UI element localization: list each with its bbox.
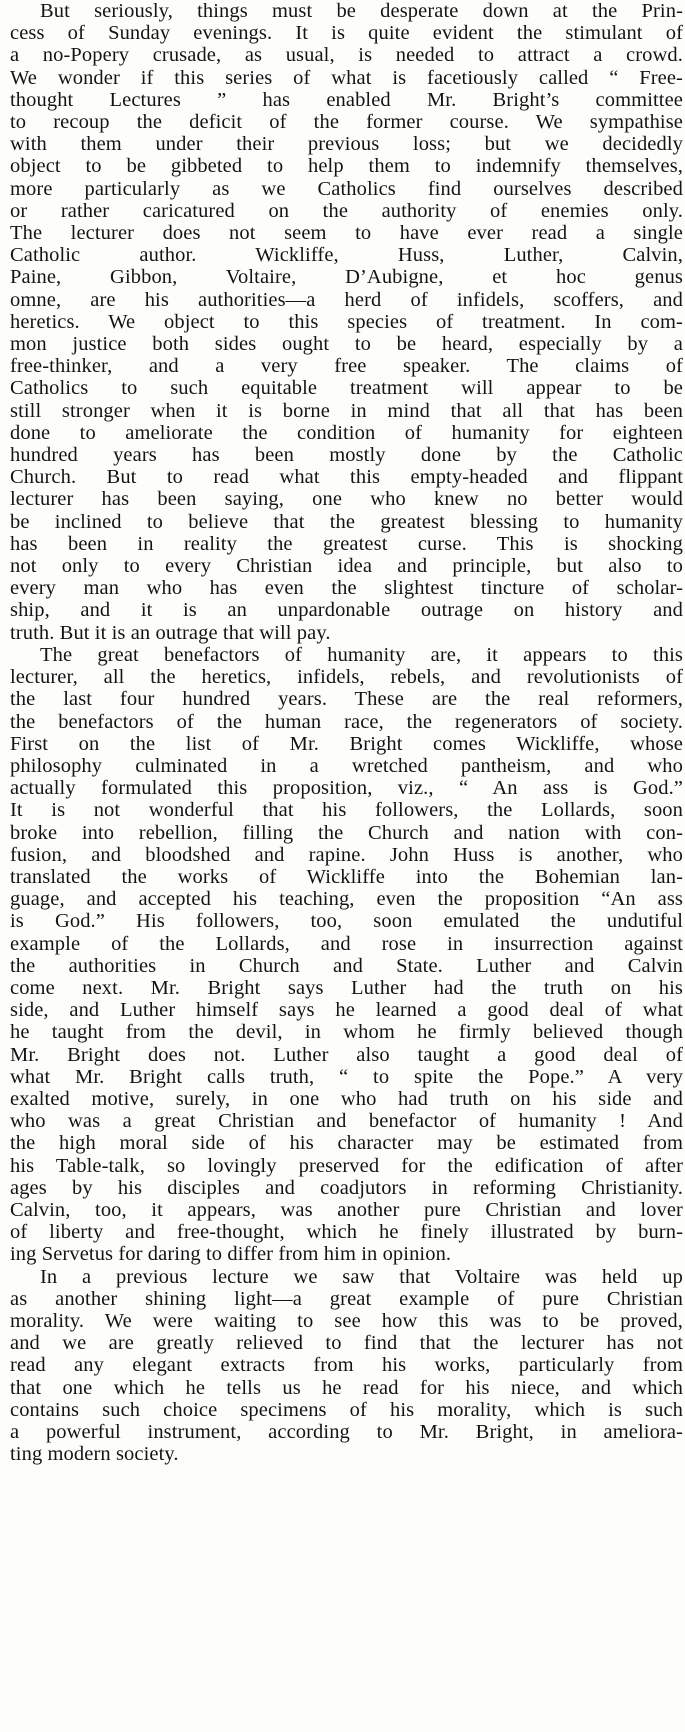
text-line: lecturer has been saying, one who knew no better would (10, 488, 683, 511)
text-line: In a previous lecture we saw that Voltaire was held up (40, 1265, 683, 1288)
text-line: as another shining light—a great example of pure Christian (10, 1287, 683, 1310)
text-line: come next. Mr. Bright says Luther had the truth on his (10, 976, 683, 999)
text-line: The great benefactors of humanity are, it appears to this (40, 643, 683, 666)
text-line: hundred years has been mostly done by the Catholic (10, 444, 683, 467)
text-line: exalted motive, surely, in one who had truth on his side and (10, 1087, 683, 1110)
text-line: he taught from the devil, in whom he firmly believed though (10, 1021, 683, 1044)
text-line: It is not wonderful that his followers, the Lollards, soon (10, 799, 683, 822)
text-line: side, and Luther himself says he learned a good deal of what (10, 999, 683, 1022)
text-line: Mr. Bright does not. Luther also taught a good deal of (10, 1043, 683, 1066)
text-line: with them under their previous loss; but we decidedly (10, 133, 683, 156)
text-line: Catholics to such equitable treatment will appear to be (10, 377, 683, 400)
text-line: Church. But to read what this empty-headed and flippant (10, 466, 683, 489)
text-line: Catholic author. Wickliffe, Huss, Luther, Calvin, (10, 244, 683, 267)
text-line: be inclined to believe that the greatest blessing to humanity (10, 510, 683, 533)
text-line: ages by his disciples and coadjutors in reforming Christianity. (10, 1176, 683, 1199)
text-line: philosophy culminated in a wretched pantheism, and who (10, 754, 683, 777)
text-line: what Mr. Bright calls truth, “ to spite the Pope.” A very (10, 1065, 683, 1088)
text-line: fusion, and bloodshed and rapine. John Huss is another, who (10, 843, 683, 866)
text-line: ting modern society. (10, 1443, 179, 1466)
text-line: read any elegant extracts from his works, particularly from (10, 1354, 683, 1377)
text-line: guage, and accepted his teaching, even the proposition “An ass (10, 888, 683, 911)
text-line: example of the Lollards, and rose in insurrection against (10, 932, 683, 955)
text-line: and we are greatly relieved to find that the lecturer has not (10, 1332, 683, 1355)
text-line: that one which he tells us he read for his niece, and which (10, 1376, 683, 1399)
article-paragraph (10, 644, 683, 1266)
article-column (10, 0, 683, 1465)
text-line: more particularly as we Catholics find ourselves described (10, 177, 683, 200)
text-line: a powerful instrument, according to Mr. Bright, in ameliora- (10, 1421, 683, 1443)
text-line: truth. But it is an outrage that will pay. (10, 621, 331, 644)
text-line: has been in reality the greatest curse. This is shocking (10, 532, 683, 555)
article-paragraph (10, 1266, 683, 1466)
text-line: First on the list of Mr. Bright comes Wickliffe, whose (10, 732, 683, 755)
text-line: morality. We were waiting to see how this was to be proved, (10, 1309, 683, 1332)
text-line: still stronger when it is borne in mind that all that has been (10, 399, 683, 422)
text-line: contains such choice specimens of his morality, which is such (10, 1398, 683, 1421)
text-line: broke into rebellion, filling the Church and nation with con- (10, 821, 683, 844)
text-line: to recoup the deficit of the former course. We sympathise (10, 111, 683, 134)
text-line: translated the works of Wickliffe into the Bohemian lan- (10, 865, 683, 888)
text-line: actually formulated this proposition, viz., “ An ass is God.” (10, 777, 683, 800)
text-line: done to ameliorate the condition of humanity for eighteen (10, 421, 683, 444)
text-line: every man who has even the slightest tincture of scholar- (10, 577, 683, 600)
text-line: omne, are his authorities—a herd of infidels, scoffers, and (10, 288, 683, 311)
text-line: Calvin, too, it appears, was another pure Christian and lover (10, 1198, 683, 1221)
text-line: The lecturer does not seem to have ever read a single (10, 222, 683, 245)
text-line: Paine, Gibbon, Voltaire, D’Aubigne, et hoc genus (10, 266, 683, 289)
text-line: who was a great Christian and benefactor of humanity ! And (10, 1110, 683, 1133)
text-line: heretics. We object to this species of treatment. In com- (10, 310, 683, 333)
text-line: We wonder if this series of what is facetiously called “ Free- (10, 66, 683, 89)
text-line: not only to every Christian idea and principle, but also to (10, 555, 683, 578)
text-line: object to be gibbeted to help them to indemnify themselves, (10, 155, 683, 178)
text-line: cess of Sunday evenings. It is quite evident the stimulant of (10, 22, 683, 45)
text-line: ing Servetus for daring to differ from him in opinion. (10, 1243, 452, 1266)
text-line: the authorities in Church and State. Luther and Calvin (10, 954, 683, 977)
text-line: mon justice both sides ought to be heard, especially by a (10, 333, 683, 356)
text-line: his Table-talk, so lovingly preserved for the edification of after (10, 1154, 683, 1177)
text-line: a no-Popery crusade, as usual, is needed to attract a crowd. (10, 44, 683, 67)
text-line: ship, and it is an unpardonable outrage on history and (10, 599, 683, 622)
text-line: the benefactors of the human race, the regenerators of society. (10, 710, 683, 733)
text-line: thought Lectures ” has enabled Mr. Bright’s committee (10, 88, 683, 111)
text-line: or rather caricatured on the authority of enemies only. (10, 199, 683, 222)
text-line: the high moral side of his character may be estimated from (10, 1132, 683, 1155)
text-line: of liberty and free-thought, which he finely illustrated by burn- (10, 1221, 683, 1244)
text-line: But seriously, things must be desperate down at the Prin- (40, 0, 683, 22)
text-line: lecturer, all the heretics, infidels, rebels, and revolutionists of (10, 666, 683, 689)
article-paragraph (10, 0, 683, 644)
text-line: the last four hundred years. These are the real reformers, (10, 688, 683, 711)
text-line: free-thinker, and a very free speaker. The claims of (10, 355, 683, 378)
text-line: is God.” His followers, too, soon emulated the undutiful (10, 910, 683, 933)
